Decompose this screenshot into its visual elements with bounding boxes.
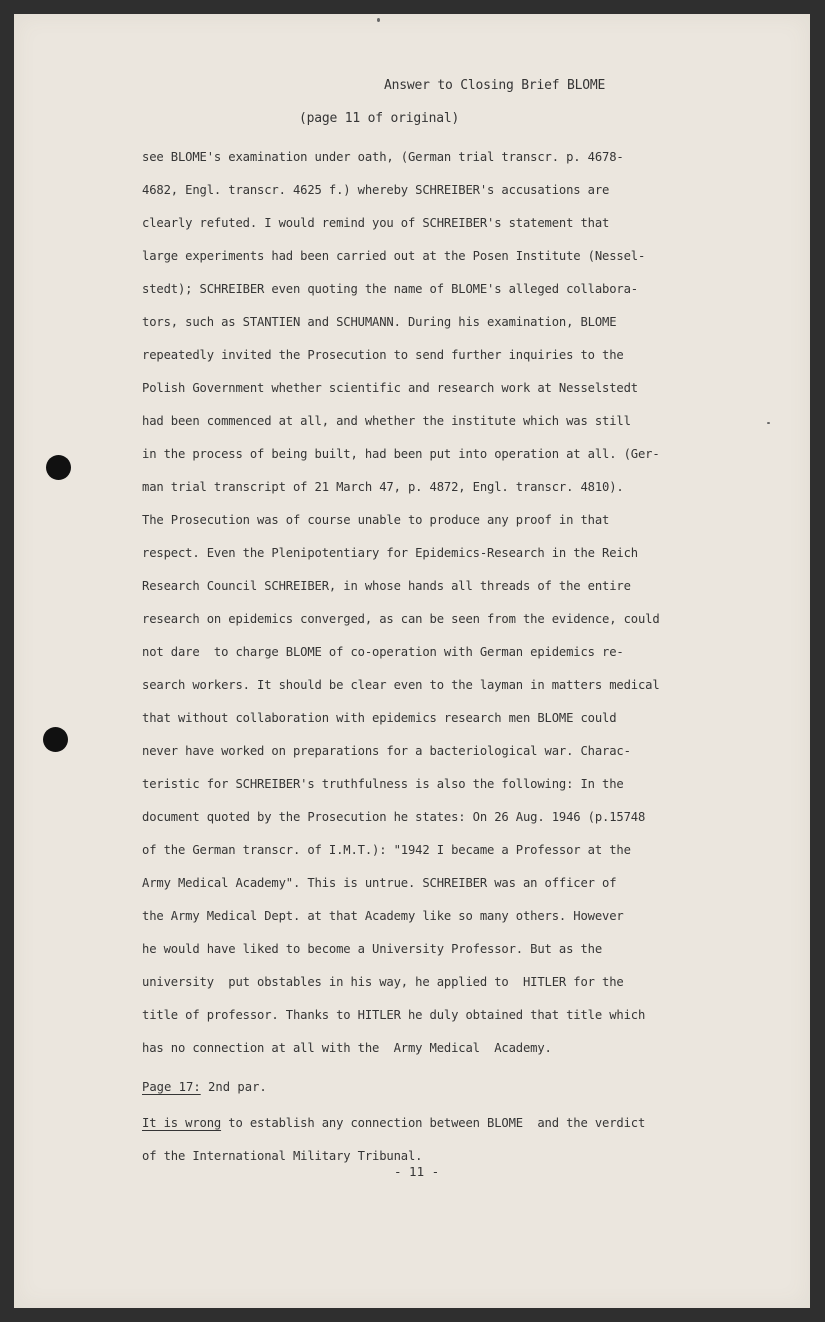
text-line: not dare to charge BLOME of co-operation with German epidemics re- — [142, 645, 624, 659]
body-text — [142, 147, 742, 1071]
text-line: Polish Government whether scientific and research work at Nesselstedt — [142, 381, 638, 395]
text-line: see BLOME's examination under oath, (German trial transcr. p. 4678- — [142, 150, 624, 164]
text-line-rest: to establish any connection between BLOME and the verdict — [221, 1116, 646, 1130]
text-line: large experiments had been carried out at the Posen Institute (Nessel- — [142, 249, 646, 263]
closing-paragraph — [142, 1113, 742, 1179]
text-line: search workers. It should be clear even to the layman in matters medical — [142, 678, 660, 692]
text-line: The Prosecution was of course unable to produce any proof in that — [142, 513, 610, 527]
text-line: Army Medical Academy". This is untrue. SCHREIBER was an officer of — [142, 876, 617, 890]
text-line: man trial transcript of 21 March 47, p. 4872, Engl. transcr. 4810). — [142, 480, 624, 494]
ink-speck — [377, 18, 380, 22]
page-reference — [142, 1080, 267, 1094]
text-line: tors, such as STANTIEN and SCHUMANN. During his examination, BLOME — [142, 315, 617, 329]
emphasis-text: It is wrong — [142, 1116, 222, 1130]
page-number: - 11 - — [394, 1164, 440, 1179]
text-line: has no connection at all with the Army Medical Academy. — [142, 1041, 552, 1055]
text-line: 4682, Engl. transcr. 4625 f.) whereby SCHREIBER's accusations are — [142, 183, 610, 197]
text-line: repeatedly invited the Prosecution to send further inquiries to the — [142, 348, 624, 362]
document-page — [14, 14, 810, 1308]
document-subheading: (page 11 of original) — [299, 111, 460, 126]
text-line: title of professor. Thanks to HITLER he duly obtained that title which — [142, 1008, 646, 1022]
text-line: university put obstables in his way, he applied to HITLER for the — [142, 975, 624, 989]
punch-hole-icon — [46, 455, 71, 480]
text-line: respect. Even the Plenipotentiary for Epidemics-Research in the Reich — [142, 546, 638, 560]
text-line: that without collaboration with epidemics research men BLOME could — [142, 711, 617, 725]
text-line: he would have liked to become a University Professor. But as the — [142, 942, 602, 956]
text-line: of the German transcr. of I.M.T.): "1942 I became a Professor at the — [142, 843, 631, 857]
page-reference-paragraph: 2nd par. — [200, 1080, 267, 1094]
text-line: Research Council SCHREIBER, in whose hands all threads of the entire — [142, 579, 631, 593]
text-line: stedt); SCHREIBER even quoting the name of BLOME's alleged collabora- — [142, 282, 638, 296]
page-reference-label: Page 17: — [142, 1080, 201, 1094]
text-line: research on epidemics converged, as can be seen from the evidence, could — [142, 612, 660, 626]
text-line: in the process of being built, had been put into operation at all. (Ger- — [142, 447, 660, 461]
text-line: clearly refuted. I would remind you of SCHREIBER's statement that — [142, 216, 610, 230]
punch-hole-icon — [43, 727, 68, 752]
document-heading: Answer to Closing Brief BLOME — [384, 78, 606, 93]
text-line: had been commenced at all, and whether the institute which was still — [142, 414, 631, 428]
ink-speck — [767, 422, 770, 424]
text-line: of the International Military Tribunal. — [142, 1149, 423, 1163]
text-line: never have worked on preparations for a bacteriological war. Charac- — [142, 744, 631, 758]
text-line: document quoted by the Prosecution he states: On 26 Aug. 1946 (p.15748 — [142, 810, 646, 824]
text-line: teristic for SCHREIBER's truthfulness is also the following: In the — [142, 777, 624, 791]
text-line: the Army Medical Dept. at that Academy like so many others. However — [142, 909, 624, 923]
text-line — [142, 1113, 742, 1146]
